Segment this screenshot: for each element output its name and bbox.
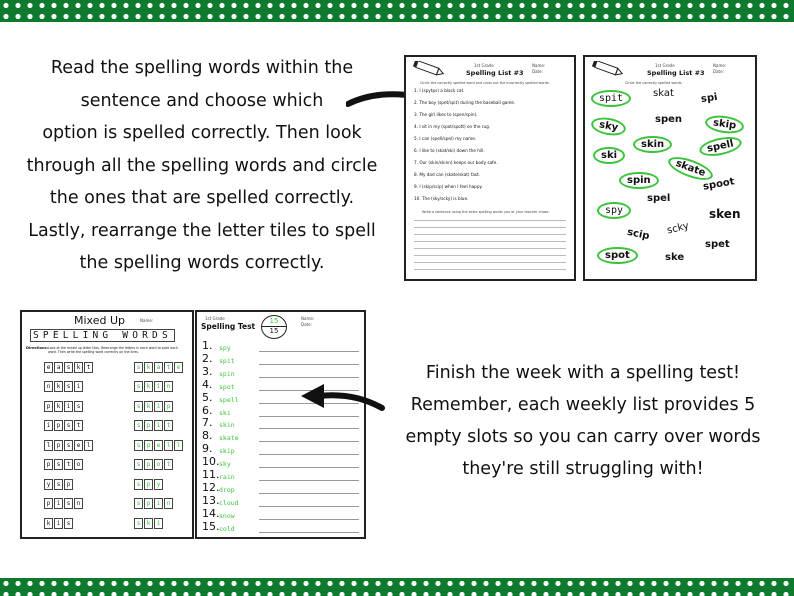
answer-tiles	[134, 432, 184, 451]
sheet-title: Mixed Up	[74, 314, 125, 327]
word: spoot	[702, 176, 736, 193]
worksheet-spelling-sentences	[404, 55, 576, 281]
worksheet-circle-words	[583, 55, 757, 281]
entry-number: 4.	[202, 377, 213, 391]
entry-number: 5.	[202, 390, 213, 404]
letter-tile: p	[44, 459, 53, 470]
sentence: 3. The girl likes to (spen/spin).	[414, 112, 478, 117]
sentence: 10. The (sky/scky) is blue.	[414, 196, 469, 201]
sheet-title: Spelling List #3	[647, 69, 705, 77]
date-label: Date:	[713, 69, 724, 74]
letter-tile: n	[74, 498, 83, 509]
letter-tile: t	[64, 459, 73, 470]
entry-word: cloud	[219, 498, 239, 507]
entry-number: 11.	[202, 468, 220, 481]
answer-letter-tile: k	[144, 518, 153, 529]
instructions: Circle the correctly spelled word and cross out the incorrectly spelled words.	[420, 81, 550, 85]
letter-tile: t	[84, 362, 93, 373]
word-circled: sky	[590, 115, 628, 138]
entry-line	[259, 446, 359, 455]
mixed-up-row	[44, 434, 184, 448]
entry-number: 10.	[202, 455, 220, 469]
intro-line: Read the spelling words within the	[50, 58, 354, 78]
letter-tile: i	[74, 381, 83, 392]
letter-tile: k	[44, 518, 53, 529]
answer-letter-tile: p	[164, 401, 173, 412]
sheet-title: Spelling Test	[201, 322, 256, 331]
mixed-letters	[44, 490, 100, 509]
answer-letter-tile: e	[154, 440, 163, 451]
sentence: 8. My dad can (skate/skat) fast.	[414, 172, 481, 177]
answer-tiles	[134, 412, 174, 431]
mixed-up-row	[44, 395, 174, 409]
entry-word: spin	[219, 369, 235, 378]
letter-tile: e	[74, 440, 83, 451]
letter-tile: k	[54, 381, 63, 392]
answer-letter-tile: p	[144, 440, 153, 451]
letter-tile: p	[44, 401, 53, 412]
test-line: Finish the week with a spelling test!	[425, 363, 741, 383]
mixed-up-row	[44, 473, 164, 487]
grade-label: 1st Grade	[474, 63, 494, 68]
test-entry	[202, 430, 359, 442]
mixed-letters	[44, 354, 100, 373]
test-entry	[202, 417, 359, 429]
writing-line	[414, 248, 566, 249]
date-label: Date:	[532, 69, 543, 74]
sentence: 5. I can (spell/spel) my name.	[414, 136, 477, 141]
test-entry	[202, 353, 359, 365]
letter-tile: s	[74, 401, 83, 412]
answer-letter-tile: k	[144, 362, 153, 373]
letter-tile: n	[44, 381, 53, 392]
entry-number: 7.	[202, 416, 213, 430]
entry-line	[259, 369, 359, 378]
writing-line	[414, 227, 566, 228]
sentence: 4. I sit in my (spot/spott) on the rug.	[414, 124, 491, 129]
mixed-up-row	[44, 415, 174, 429]
entry-word: skate	[219, 434, 239, 443]
answer-letter-tile: p	[144, 459, 153, 470]
mixed-up-row	[44, 454, 174, 468]
word: spi	[700, 91, 719, 106]
letter-tile: i	[64, 401, 73, 412]
intro-paragraph	[12, 52, 392, 280]
entry-number: 2.	[202, 351, 213, 365]
spelling-words-banner: SPELLING WORDS	[30, 329, 175, 342]
writing-line	[414, 220, 566, 221]
mixed-letters	[44, 432, 100, 451]
entry-line	[259, 420, 359, 429]
word: sken	[709, 207, 741, 221]
entry-number: 13.	[202, 493, 220, 507]
name-label: Name:	[140, 318, 154, 323]
letter-tile: i	[54, 498, 63, 509]
answer-letter-tile: s	[134, 362, 143, 373]
mixed-up-row	[44, 376, 174, 390]
name-label: Name:	[713, 63, 727, 68]
entry-word: skip	[219, 447, 235, 456]
letter-tile: t	[74, 420, 83, 431]
test-entry	[202, 469, 359, 481]
answer-letter-tile: n	[164, 498, 173, 509]
entry-word: ski	[219, 408, 231, 417]
letter-tile: s	[64, 362, 73, 373]
test-entry	[202, 508, 359, 520]
entry-word: sky	[219, 460, 231, 469]
word-circled: spy	[597, 202, 631, 219]
letter-tile: l	[44, 440, 53, 451]
letter-tile: s	[54, 479, 63, 490]
test-entry	[202, 456, 359, 468]
word: scip	[626, 226, 651, 243]
word: spet	[705, 239, 730, 250]
entry-number: 12.	[202, 480, 220, 494]
name-label: Name:	[301, 316, 315, 321]
answer-letter-tile: a	[154, 362, 163, 373]
answer-letter-tile: i	[154, 401, 163, 412]
entry-number: 3.	[202, 364, 213, 378]
answer-letter-tile: s	[134, 479, 143, 490]
letter-tile: s	[54, 459, 63, 470]
worksheet-spelling-test	[195, 310, 366, 539]
answer-letter-tile: e	[174, 362, 183, 373]
intro-line: sentence and choose which	[80, 90, 324, 111]
writing-line	[414, 241, 566, 242]
mixed-letters	[44, 373, 100, 392]
mixed-letters	[44, 510, 100, 529]
answer-tiles	[134, 490, 174, 509]
word-circled: spit	[591, 90, 631, 107]
letter-tile: s	[64, 498, 73, 509]
test-entry	[202, 482, 359, 494]
word-circled: ski	[593, 147, 625, 164]
entry-word: spit	[219, 356, 235, 365]
word-circled: spot	[597, 247, 638, 264]
intro-line: through all the spelling words and circle	[26, 155, 378, 176]
entry-line	[259, 498, 359, 507]
polka-dot-border-top	[0, 0, 794, 22]
entry-word: spell	[219, 395, 239, 404]
answer-letter-tile: y	[154, 479, 163, 490]
mixed-letters	[44, 393, 100, 412]
entry-line	[259, 472, 359, 481]
directions: Look at the mixed up letter tiles. Rearrange the letters in each word to spell each word. Then write the spelling word correctly on the lines.	[48, 346, 178, 354]
writing-line	[414, 262, 566, 263]
letter-tile: k	[74, 362, 83, 373]
word: spel	[647, 193, 671, 204]
letter-tile: i	[44, 420, 53, 431]
answer-letter-tile: l	[164, 440, 173, 451]
mixed-up-row	[44, 493, 174, 507]
instructions: Circle the correctly spelled words.	[625, 81, 683, 85]
entry-line	[259, 459, 359, 468]
letter-tile: y	[44, 479, 53, 490]
sentence-footer: Write a sentence using the extra spelling words you or your teacher chose.	[422, 210, 550, 214]
mixed-letters	[44, 451, 100, 470]
directions-label: Directions:	[26, 346, 49, 350]
intro-line: the spelling words correctly.	[79, 253, 325, 273]
entry-line	[259, 511, 359, 520]
test-entry	[202, 443, 359, 455]
score-bottom: 15	[269, 327, 279, 335]
answer-letter-tile: p	[144, 498, 153, 509]
score-top: 15	[262, 317, 286, 327]
answer-tiles	[134, 393, 174, 412]
test-line: they're still struggling with!	[462, 459, 704, 479]
answer-letter-tile: s	[134, 420, 143, 431]
answer-letter-tile: i	[154, 381, 163, 392]
answer-letter-tile: l	[174, 440, 183, 451]
mixed-letters	[44, 471, 100, 490]
sentence: 6. I like to (skat/ski) down the hill.	[414, 148, 485, 153]
letter-tile: s	[64, 440, 73, 451]
test-paragraph	[388, 357, 778, 485]
letter-tile: e	[44, 362, 53, 373]
entry-number: 8.	[202, 429, 213, 443]
answer-letter-tile: o	[154, 459, 163, 470]
answer-letter-tile: k	[144, 381, 153, 392]
entry-line	[259, 356, 359, 365]
test-entry	[202, 521, 359, 533]
name-label: Name:	[532, 63, 546, 68]
score-circle	[261, 315, 287, 339]
answer-letter-tile: s	[134, 401, 143, 412]
sentence: 9. I (skip/scip) when I feel happy.	[414, 184, 483, 189]
answer-letter-tile: s	[134, 440, 143, 451]
word: skat	[653, 88, 674, 99]
answer-letter-tile: n	[164, 381, 173, 392]
word-circled: skate	[666, 152, 716, 184]
letter-tile: s	[64, 518, 73, 529]
letter-tile: k	[54, 401, 63, 412]
letter-tile: l	[84, 440, 93, 451]
entry-line	[259, 343, 359, 352]
answer-letter-tile: t	[164, 420, 173, 431]
mixed-up-row	[44, 512, 164, 526]
intro-line: the ones that are spelled correctly.	[49, 188, 355, 208]
entry-number: 9.	[202, 442, 213, 456]
pencil-icon	[412, 61, 446, 77]
entry-word: drop	[219, 485, 235, 494]
entry-number: 14.	[202, 506, 220, 520]
test-line: empty slots so you can carry over words	[405, 427, 761, 447]
writing-line	[414, 234, 566, 235]
letter-tile: p	[54, 440, 63, 451]
word-circled: spin	[619, 172, 659, 189]
sentence: 2. The boy (spet/spit) during the baseball game.	[414, 100, 516, 105]
worksheet-mixed-up	[20, 310, 194, 539]
word: spen	[655, 114, 683, 125]
answer-letter-tile: t	[164, 459, 173, 470]
answer-letter-tile: s	[134, 518, 143, 529]
test-line: Remember, each weekly list provides 5	[410, 395, 756, 415]
grade-label: 1st Grade	[655, 63, 675, 68]
mixed-letters	[44, 412, 100, 431]
answer-letter-tile: k	[144, 401, 153, 412]
answer-letter-tile: p	[144, 420, 153, 431]
letter-tile: o	[74, 459, 83, 470]
answer-tiles	[134, 471, 164, 490]
letter-tile: p	[54, 420, 63, 431]
entry-word: rain	[219, 473, 235, 481]
answer-tiles	[134, 354, 184, 373]
word: ske	[665, 252, 685, 263]
test-entry	[202, 340, 359, 352]
answer-letter-tile: s	[134, 498, 143, 509]
answer-letter-tile: i	[154, 420, 163, 431]
word-circled: spell	[698, 134, 743, 160]
mixed-up-row	[44, 356, 184, 370]
entry-word: snow	[219, 511, 235, 520]
entry-word: cold	[219, 524, 235, 533]
answer-letter-tile: i	[154, 498, 163, 509]
answer-tiles	[134, 451, 174, 470]
entry-word: spot	[219, 382, 235, 391]
intro-line: Lastly, rearrange the letter tiles to spell	[28, 220, 376, 241]
letter-tile: p	[64, 479, 73, 490]
letter-tile: a	[54, 362, 63, 373]
word-circled: skin	[633, 136, 672, 153]
answer-tiles	[134, 510, 164, 529]
entry-number: 1.	[202, 339, 213, 352]
entry-number: 6.	[202, 403, 213, 417]
answer-letter-tile: i	[154, 518, 163, 529]
intro-line: option is spelled correctly. Then look	[42, 123, 362, 143]
answer-letter-tile: s	[134, 381, 143, 392]
date-label: Date:	[301, 322, 312, 327]
writing-line	[414, 255, 566, 256]
letter-tile: p	[44, 498, 53, 509]
letter-tile: s	[64, 420, 73, 431]
entry-word: skin	[219, 421, 235, 430]
sentence: 1. I (spytps) a black cat.	[414, 88, 465, 93]
sheet-title: Spelling List #3	[466, 69, 524, 77]
pencil-icon	[591, 61, 625, 77]
arrow-left-icon	[298, 378, 386, 414]
answer-letter-tile: p	[144, 479, 153, 490]
entry-number: 15.	[202, 519, 220, 533]
letter-tile: i	[54, 518, 63, 529]
letter-tile: s	[64, 381, 73, 392]
entry-word: spy	[219, 344, 231, 352]
test-entry	[202, 366, 359, 378]
word-circled: skip	[704, 113, 745, 135]
entry-line	[259, 524, 359, 533]
word: scky	[665, 220, 691, 237]
polka-dot-border-bottom	[0, 578, 794, 596]
sentence: 7. Our (skin/skinn) keeps our body safe.	[414, 160, 498, 165]
entry-line	[259, 433, 359, 442]
answer-tiles	[134, 373, 174, 392]
answer-letter-tile: t	[164, 362, 173, 373]
test-entry	[202, 495, 359, 507]
writing-line	[414, 269, 566, 270]
answer-letter-tile: s	[134, 459, 143, 470]
entry-line	[259, 485, 359, 494]
grade-label: 1st Grade	[205, 316, 225, 321]
